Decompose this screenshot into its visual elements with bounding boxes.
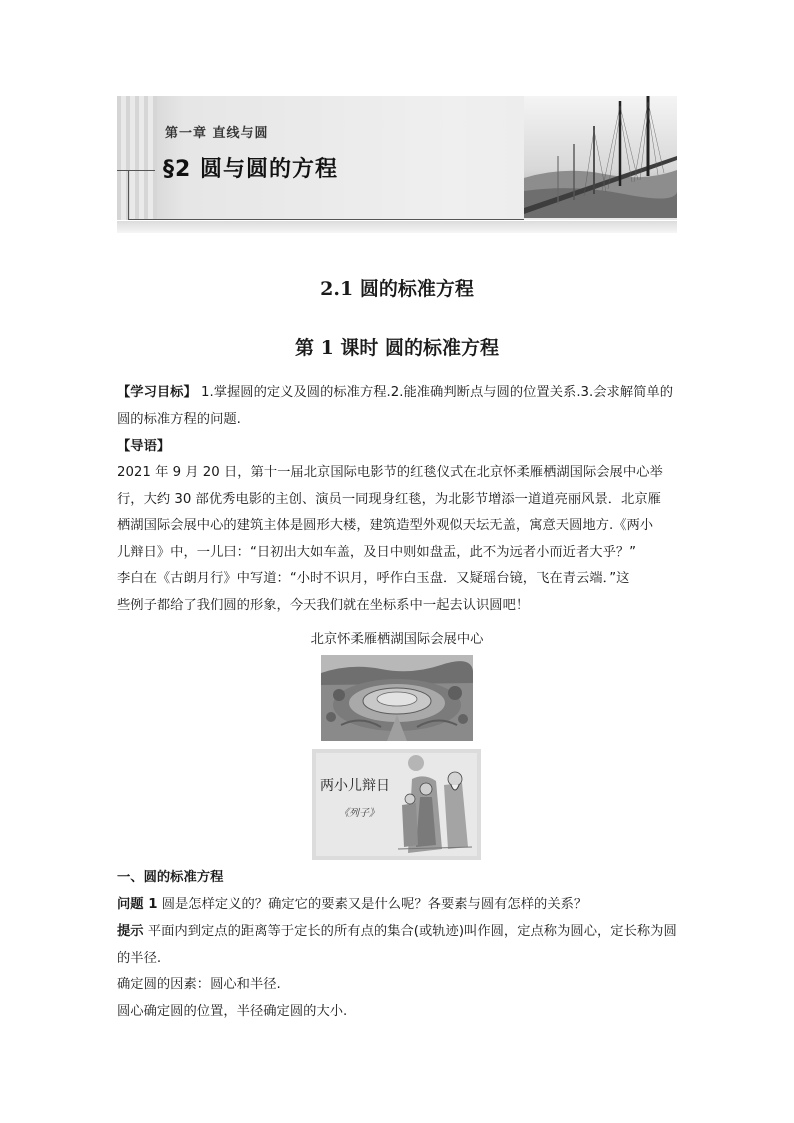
figure-caption: 北京怀柔雁栖湖国际会展中心: [310, 632, 484, 647]
section-title: §2 圆与圆的方程: [163, 157, 338, 182]
intro-line: 李白在《古朗月行》中写道：“小时不识月，呼作白玉盘．又疑瑶台镜，飞在青云端．”这: [117, 571, 630, 587]
story-source: 《列子》: [339, 808, 379, 819]
intro-line: 2021 年 9 月 20 日，第十一届北京国际电影节的红毯仪式在北京怀柔雁栖湖国际会展中心举: [117, 465, 663, 480]
text-line: 确定圆的因素：圆心和半径.: [117, 977, 281, 992]
objectives-label: 【学习目标】: [117, 385, 197, 400]
intro-paragraph: [117, 460, 679, 620]
story-title: 两小儿辩日: [320, 778, 390, 794]
hint-text: 平面内到定点的距离等于定长的所有点的集合(或轨迹)叫作圆，定点称为圆心，定长称为圆的半径.: [117, 924, 677, 966]
cable-stayed-bridge-photo: [524, 96, 677, 218]
story-illustration: [312, 749, 481, 860]
question-text: 圆是怎样定义的？确定它的要素又是什么呢？各要素与圆有怎样的关系？: [157, 897, 588, 912]
banner-rule: [128, 170, 129, 220]
banner-rule: [117, 170, 155, 171]
lesson-heading: 第 1 课时 圆的标准方程: [294, 337, 500, 359]
intro-line: 行，大约 30 部优秀电影的主创、演员一同现身红毯，为北影节增添一道道亮丽风景．北京雁: [117, 491, 661, 507]
banner-stripes: [117, 96, 157, 220]
hint-label: 提示: [117, 924, 144, 939]
expo-center-aerial-photo: [321, 655, 473, 741]
question-label: 问题 1: [117, 897, 158, 912]
hint-paragraph: [117, 919, 679, 972]
banner-rule: [128, 219, 524, 220]
intro-line: 栖湖国际会展中心的建筑主体是圆形大楼，建筑造型外观似天坛无盖，寓意天圆地方.《两小: [117, 518, 654, 534]
subsection-heading: 一、圆的标准方程: [117, 870, 224, 885]
question-1: [117, 892, 679, 919]
text-line: 圆心确定圆的位置，半径确定圆的大小.: [117, 1004, 348, 1019]
learning-objectives: [117, 380, 679, 433]
intro-label: 【导语】: [117, 439, 171, 454]
objectives-text: 1.掌握圆的定义及圆的标准方程.2.能准确判断点与圆的位置关系.3.会求解简单的圆的标准方程的问题.: [117, 385, 674, 427]
section-heading: 2.1 圆的标准方程: [320, 278, 474, 300]
intro-line: 些例子都给了我们圆的形象，今天我们就在坐标系中一起去认识圆吧！: [117, 597, 530, 613]
intro-line: 儿辩日》中，一儿曰：“日初出大如车盖，及日中则如盘盂，此不为远者小而近者大乎？”: [117, 544, 637, 560]
banner-shadow: [117, 221, 677, 233]
chapter-label: 第一章 直线与圆: [165, 126, 269, 141]
